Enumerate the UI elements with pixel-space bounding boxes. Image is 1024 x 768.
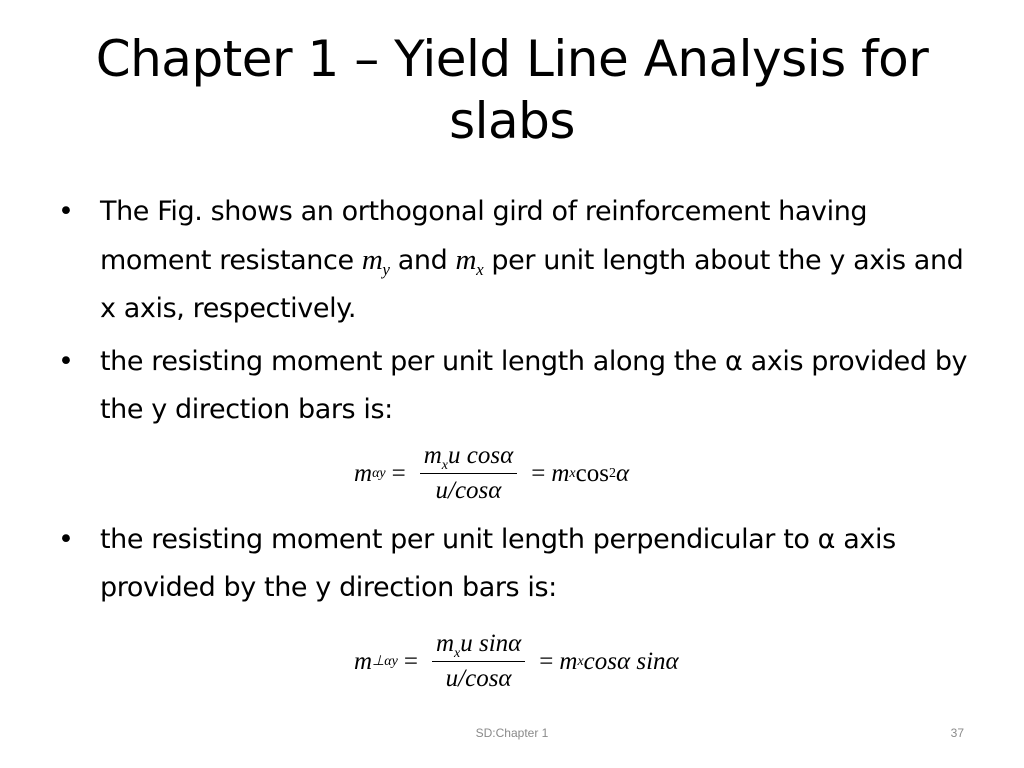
- eq2-num-rest: u sinα: [460, 630, 522, 657]
- eq1-rhs-m: m: [551, 459, 570, 487]
- bullet-item-2: [58, 338, 978, 434]
- eq1-denominator: u/cosα: [435, 477, 502, 504]
- eq2-num-m: m: [435, 630, 454, 657]
- eq1-lhs: m: [354, 459, 373, 487]
- symbol-m-x: [455, 244, 484, 279]
- eq1-equals: =: [391, 459, 406, 487]
- equation-m-alpha-y: m αy = $\frac{m_xu \cos\alpha}{u/\cos\alpha}$ = m x cos 2 α: [354, 442, 630, 504]
- symbol-subscript-y: y: [382, 260, 390, 279]
- bullet-marker: •: [58, 524, 74, 555]
- slide-body: [58, 188, 978, 612]
- eq1-rhs-cos: cos: [575, 459, 609, 487]
- symbol-subscript-x: x: [476, 260, 484, 279]
- bullet-item-3: [58, 516, 978, 612]
- eq2-rhs-rest: cosα sinα: [583, 647, 679, 675]
- eq1-rhs-alpha: α: [615, 459, 630, 487]
- footer-chapter-label: SD:Chapter 1: [475, 726, 549, 740]
- symbol-m: m: [361, 244, 383, 276]
- eq1-equals-2: =: [531, 459, 546, 487]
- symbol-m: m: [455, 244, 477, 276]
- bullet-marker: •: [58, 196, 74, 227]
- equation-m-perp-alpha-y: m ⊥αy = $\frac{m_xu \sin\alpha}{u/\cos\alpha}$ = m x cosα sinα: [354, 630, 679, 692]
- eq2-fraction: [432, 630, 525, 693]
- bullet-1-text-a: The Fig. shows an orthogonal gird of reinforcement having moment resistance: [100, 196, 868, 276]
- slide-number: 37: [950, 726, 964, 740]
- title-line-1: Chapter 1 – Yield Line Analysis for: [95, 30, 929, 88]
- bullet-2-text: the resisting moment per unit length along the α axis provided by the y direction bars is:: [100, 346, 968, 425]
- bullet-1-text-b: and: [389, 245, 456, 276]
- eq1-num-m: m: [423, 442, 442, 469]
- bullet-3-text: the resisting moment per unit length perpendicular to α axis provided by the y direction bars is:: [100, 524, 896, 603]
- eq2-equals: =: [403, 647, 418, 675]
- bullet-1-text-c: per unit length about the y axis and x axis, respectively.: [100, 245, 964, 324]
- eq2-lhs: m: [354, 647, 373, 675]
- eq1-num-rest: u cosα: [448, 442, 514, 469]
- symbol-m-y: [361, 244, 390, 279]
- eq1-numerator: [420, 442, 517, 474]
- title-line-2: slabs: [449, 92, 575, 150]
- slide-title: [40, 28, 984, 152]
- eq2-equals-2: =: [539, 647, 554, 675]
- eq2-rhs-m: m: [559, 647, 578, 675]
- bullet-item-1: [58, 188, 978, 332]
- eq1-num-sub: x: [441, 458, 449, 473]
- eq1-fraction: [420, 442, 517, 505]
- eq2-denominator: u/cosα: [445, 665, 512, 692]
- eq2-numerator: [432, 630, 525, 662]
- eq2-num-sub: x: [454, 646, 461, 661]
- bullet-marker: •: [58, 346, 74, 377]
